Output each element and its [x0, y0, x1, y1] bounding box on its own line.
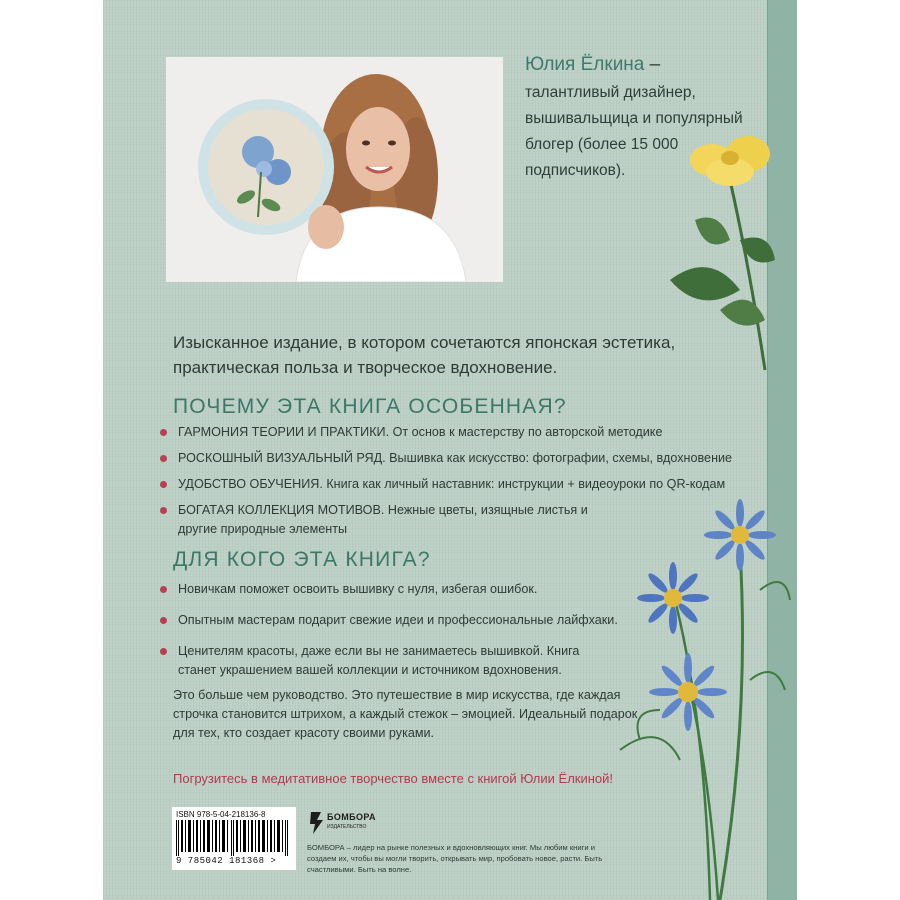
barcode — [172, 807, 296, 870]
intro-text: Изысканное издание, в котором сочетаются японская эстетика, практическая польза и творческое вдохновение. — [173, 333, 676, 377]
list-item: ГАРМОНИЯ ТЕОРИИ И ПРАКТИКИ. От основ к мастерству по авторской методике — [160, 423, 760, 442]
author-name: Юлия Ёлкина — [525, 54, 645, 75]
list-item: Ценителям красоты, даже если вы не занимаетесь вышивкой. Книга станет украшением вашей коллекции и источником вдохновения. — [160, 642, 620, 680]
bullet-dot — [160, 507, 167, 514]
author-dash: – — [644, 54, 661, 75]
call-to-action: Погрузитесь в медитативное творчество вместе с книгой Юлии Ёлкиной! — [173, 771, 614, 786]
list-item: Новичкам поможет освоить вышивку с нуля, избегая ошибок. — [160, 580, 760, 599]
bullet-dot — [160, 617, 167, 624]
isbn-label: ISBN 978-5-04-218136-8 — [176, 810, 266, 819]
outro-text: Это больше чем руководство. Это путешествие в мир искусства, где каждая строчка становится штрихом, а каждый стежок – эмоцией. Идеальный подарок для тех, кто создает красоту своими руками. — [173, 688, 638, 740]
author-description: талантливый дизайнер, вышивальщица и популярный блогер (более 15 000 подписчиков). — [525, 84, 743, 179]
barcode-bars — [176, 820, 292, 856]
publisher-sub: ИЗДАТЕЛЬСТВО — [327, 824, 367, 830]
bullet-dot — [160, 481, 167, 488]
barcode-number: 9 785042 181368 > — [176, 856, 277, 866]
bullet-dot — [160, 648, 167, 655]
bullet-dot — [160, 429, 167, 436]
who-section-title: ДЛЯ КОГО ЭТА КНИГА? — [173, 548, 431, 571]
why-section-title: ПОЧЕМУ ЭТА КНИГА ОСОБЕННАЯ? — [173, 395, 567, 418]
publisher-about: БОМБОРА – лидер на рынке полезных и вдохновляющих книг. Мы любим книги и создаем их, чтобы вы могли творить, открывать мир, пробовать новое, расти. Быть счастливыми. Быть на волне. — [307, 843, 603, 874]
bullet-dot — [160, 586, 167, 593]
publisher-name: БОМБОРА — [327, 812, 376, 822]
list-item: БОГАТАЯ КОЛЛЕКЦИЯ МОТИВОВ. Нежные цветы, изящные листья и другие природные элементы — [160, 501, 600, 539]
list-item: Опытным мастерам подарит свежие идеи и профессиональные лайфхаки. — [160, 611, 760, 630]
author-photo — [166, 57, 503, 282]
list-item: РОСКОШНЫЙ ВИЗУАЛЬНЫЙ РЯД. Вышивка как искусство: фотографии, схемы, вдохновение — [160, 449, 760, 468]
bullet-dot — [160, 455, 167, 462]
embroidered-flowers-illustration — [600, 120, 800, 900]
list-item: УДОБСТВО ОБУЧЕНИЯ. Книга как личный наставник: инструкции + видеоуроки по QR-кодам — [160, 475, 760, 494]
